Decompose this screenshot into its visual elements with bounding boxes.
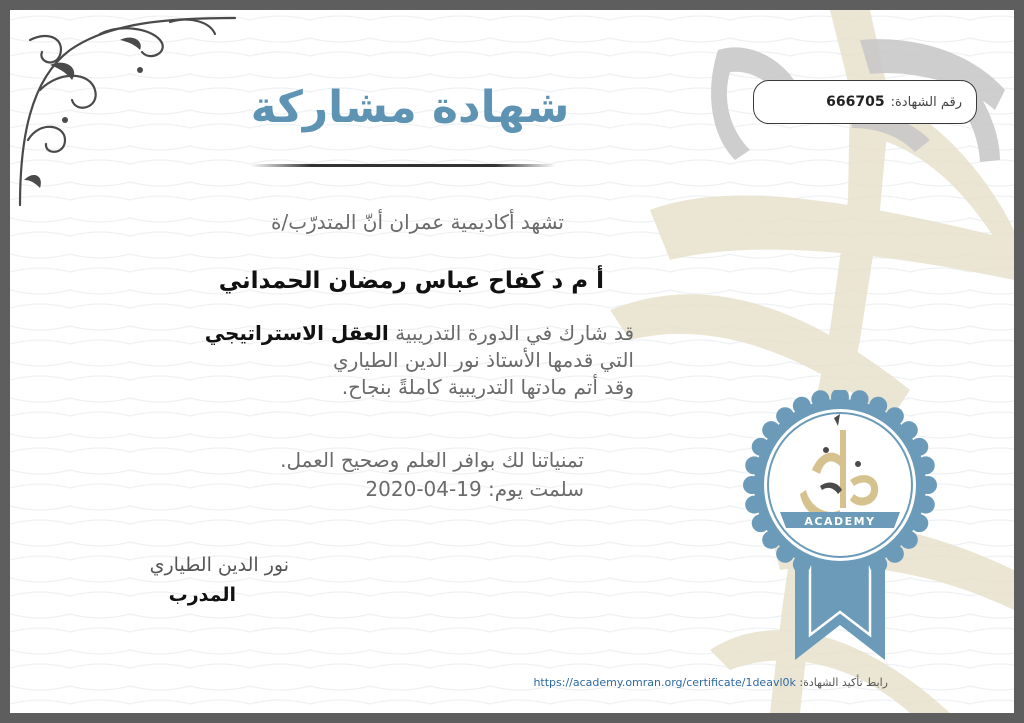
academy-seal-icon <box>740 390 940 670</box>
wishes-line: تمنياتنا لك بوافر العلم وصحيح العمل. <box>280 448 584 472</box>
verify-label: رابط تأكيد الشهادة: <box>799 676 888 689</box>
course-name: العقل الاستراتيجي <box>204 321 389 345</box>
trainer-name: نور الدين الطياري <box>149 554 289 576</box>
wishes-block <box>280 446 584 504</box>
certificate-number-label: رقم الشهادة: <box>890 94 962 110</box>
issued-date: 19-04-2020 <box>365 477 482 501</box>
issued-label: سلمت يوم: <box>488 477 584 501</box>
certificate-number-box <box>753 80 977 124</box>
ribbon-text: ACADEMY <box>804 515 876 528</box>
issued-line <box>280 475 584 504</box>
trainee-name: أ م د كفاح عباس رمضان الحمداني <box>218 268 604 294</box>
certificate-paper <box>10 10 1014 713</box>
attest-line: تشهد أكاديمية عمران أنّ المتدرّب/ة <box>271 210 564 234</box>
presenter-line: التي قدمها الأستاذ نور الدين الطياري <box>333 348 634 372</box>
participation-prefix: قد شارك في الدورة التدريبية <box>395 321 634 345</box>
certificate-body <box>205 320 634 401</box>
completion-line: وقد أتم مادتها التدريبية كاملةً بنجاح. <box>341 375 634 399</box>
certificate-number-value: 666705 <box>826 94 885 110</box>
trainer-role: المدرب <box>168 584 236 606</box>
verify-url-link[interactable]: https://academy.omran.org/certificate/1deavl0k <box>533 676 796 689</box>
certificate-title: شهادة مشاركة <box>250 82 570 133</box>
title-divider <box>250 164 556 167</box>
participation-line <box>205 320 634 347</box>
verification-line <box>533 676 888 689</box>
